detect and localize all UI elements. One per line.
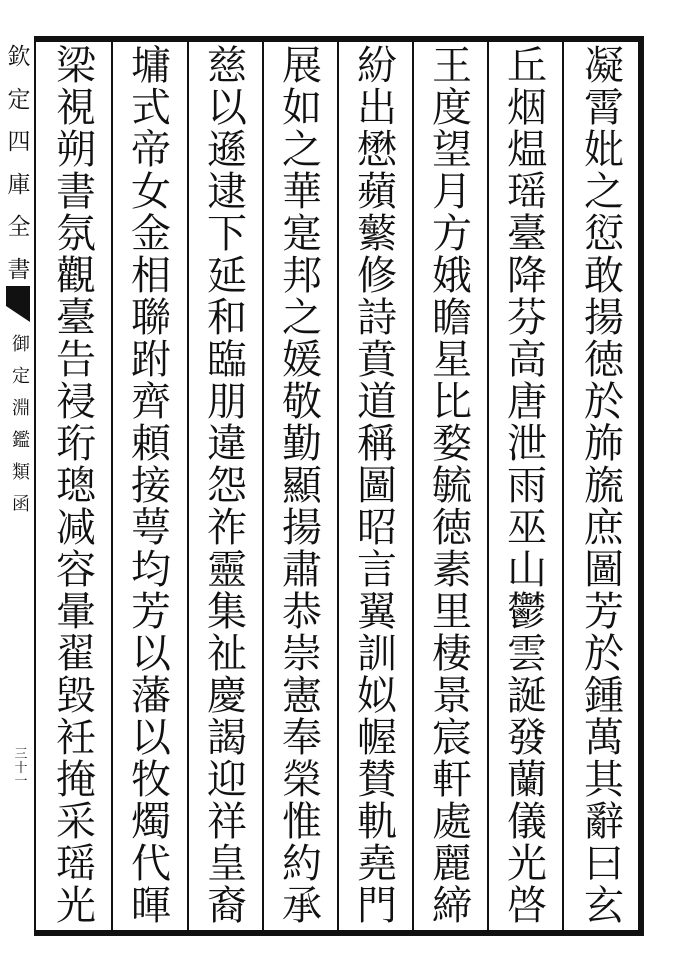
glyph: 之 (584, 169, 624, 215)
book-title (10, 336, 32, 514)
glyph: 方 (432, 211, 472, 257)
glyph: 顯 (282, 463, 322, 509)
glyph: 逮 (207, 169, 247, 215)
glyph: 處 (432, 799, 472, 845)
glyph: 御 (12, 334, 30, 355)
glyph: 下 (207, 211, 247, 257)
glyph: 誕 (507, 673, 547, 719)
glyph: 牧 (131, 757, 171, 803)
glyph: 軌 (357, 799, 397, 845)
glyph: 於 (584, 379, 624, 425)
glyph: 承 (282, 883, 322, 929)
glyph: 奉 (282, 715, 322, 761)
glyph: 啓 (507, 883, 547, 929)
column-rule (34, 40, 36, 934)
glyph: 宸 (432, 715, 472, 761)
glyph: 凝 (584, 43, 624, 89)
glyph: 愆 (584, 211, 624, 257)
glyph: 書 (7, 256, 31, 283)
glyph: 以 (131, 715, 171, 761)
glyph: 代 (131, 841, 171, 887)
glyph: 婺 (432, 421, 472, 467)
glyph: 素 (432, 547, 472, 593)
glyph: 墉 (131, 43, 171, 89)
glyph: 芳 (131, 589, 171, 635)
glyph: 其 (584, 757, 624, 803)
glyph: 雲 (507, 631, 547, 677)
glyph: 燭 (131, 799, 171, 845)
glyph: 氛 (56, 211, 96, 257)
text-column-7 (121, 43, 181, 929)
glyph: 遜 (207, 127, 247, 173)
glyph: 違 (207, 421, 247, 467)
glyph: 約 (282, 841, 322, 887)
glyph: 暈 (56, 589, 96, 635)
glyph: 之 (282, 127, 322, 173)
glyph: 圖 (357, 463, 397, 509)
glyph: 堯 (357, 841, 397, 887)
glyph: 邦 (282, 253, 322, 299)
glyph: 紛 (357, 43, 397, 89)
glyph: 采 (56, 799, 96, 845)
glyph: 集 (207, 589, 247, 635)
glyph: 詩 (357, 295, 397, 341)
glyph: 瑶 (56, 841, 96, 887)
glyph: 門 (357, 883, 397, 929)
glyph: 書 (56, 169, 96, 215)
glyph: 謁 (207, 715, 247, 761)
glyph: 四 (7, 129, 31, 156)
glyph: 棲 (432, 631, 472, 677)
glyph: 締 (432, 883, 472, 929)
glyph: 告 (56, 337, 96, 383)
glyph: 訓 (357, 631, 397, 677)
glyph: 里 (432, 589, 472, 635)
glyph: 觀 (56, 253, 96, 299)
glyph: 圖 (584, 547, 624, 593)
column-rule (487, 40, 489, 934)
glyph: 翟 (56, 631, 96, 677)
glyph: 於 (584, 631, 624, 677)
glyph: 以 (207, 85, 247, 131)
glyph: 鬱 (507, 589, 547, 635)
column-rule (562, 40, 564, 934)
text-column-3 (422, 43, 482, 929)
glyph: 延 (207, 253, 247, 299)
glyph: 毀 (56, 673, 96, 719)
glyph: 聯 (131, 295, 171, 341)
glyph: 慈 (207, 43, 247, 89)
text-column-6 (197, 43, 257, 929)
glyph: 唐 (507, 379, 547, 425)
glyph: 鍾 (584, 673, 624, 719)
glyph: 姒 (357, 673, 397, 719)
glyph: 式 (131, 85, 171, 131)
glyph: 麗 (432, 841, 472, 887)
glyph: 祉 (207, 631, 247, 677)
glyph: 榮 (282, 757, 322, 803)
glyph: 掩 (56, 757, 96, 803)
glyph: 巫 (507, 505, 547, 551)
glyph: 减 (56, 505, 96, 551)
glyph: 幄 (357, 715, 397, 761)
glyph: 斾 (584, 421, 624, 467)
glyph: 衽 (56, 715, 96, 761)
glyph: 祚 (207, 505, 247, 551)
glyph: 比 (432, 379, 472, 425)
glyph: 娥 (432, 253, 472, 299)
glyph: 藩 (131, 673, 171, 719)
glyph: 徳 (584, 337, 624, 383)
glyph: 梁 (56, 43, 96, 89)
glyph: 崇 (282, 631, 322, 677)
glyph: 和 (207, 295, 247, 341)
glyph: 煴 (507, 127, 547, 173)
glyph: 降 (507, 253, 547, 299)
glyph: 曰 (584, 841, 624, 887)
glyph: 山 (507, 547, 547, 593)
glyph: 視 (56, 85, 96, 131)
glyph: 軒 (432, 757, 472, 803)
glyph: 敢 (584, 253, 624, 299)
glyph: 揚 (282, 505, 322, 551)
glyph: 暉 (131, 883, 171, 929)
glyph: 三 (14, 747, 28, 762)
glyph: 怨 (207, 463, 247, 509)
glyph: 憲 (282, 673, 322, 719)
glyph: 光 (507, 841, 547, 887)
glyph: 霄 (584, 85, 624, 131)
glyph: 定 (12, 366, 30, 387)
glyph: 賁 (357, 337, 397, 383)
glyph: 璁 (56, 463, 96, 509)
glyph: 蘩 (357, 211, 397, 257)
glyph: 以 (131, 631, 171, 677)
fishtail-mark (4, 286, 32, 322)
glyph: 容 (56, 547, 96, 593)
glyph: 丘 (507, 43, 547, 89)
glyph: 懋 (357, 127, 397, 173)
glyph: 瞻 (432, 295, 472, 341)
glyph: 皇 (207, 841, 247, 887)
glyph: 瑶 (507, 169, 547, 215)
glyph: 欽 (7, 44, 31, 70)
glyph: 帝 (131, 127, 171, 173)
glyph: 芳 (584, 589, 624, 635)
glyph: 翼 (357, 589, 397, 635)
glyph: 展 (282, 43, 322, 89)
glyph: 望 (432, 127, 472, 173)
glyph: 辭 (584, 799, 624, 845)
glyph: 景 (432, 673, 472, 719)
column-rule (262, 40, 264, 934)
glyph: 光 (56, 883, 96, 929)
glyph: 臺 (507, 211, 547, 257)
glyph: 臺 (56, 295, 96, 341)
glyph: 言 (357, 547, 397, 593)
text-column-2 (497, 43, 557, 929)
glyph: 全 (7, 214, 31, 241)
glyph: 如 (282, 85, 322, 131)
glyph: 庫 (7, 171, 31, 198)
series-title (6, 46, 32, 282)
glyph: 華 (282, 169, 322, 215)
glyph: 萼 (131, 505, 171, 551)
glyph: 均 (131, 547, 171, 593)
text-column-8 (46, 43, 106, 929)
glyph: 徳 (432, 505, 472, 551)
glyph: 揚 (584, 295, 624, 341)
glyph: 出 (357, 85, 397, 131)
glyph: 定 (7, 86, 31, 113)
column-rule (187, 40, 189, 934)
glyph: 星 (432, 337, 472, 383)
glyph: 肅 (282, 547, 322, 593)
text-column-4 (347, 43, 407, 929)
glyph: 惟 (282, 799, 322, 845)
glyph: 接 (131, 463, 171, 509)
glyph: 泄 (507, 421, 547, 467)
glyph: 裔 (207, 883, 247, 929)
glyph: 敬 (282, 379, 322, 425)
glyph: 金 (131, 211, 171, 257)
glyph: 蘭 (507, 757, 547, 803)
glyph: 高 (507, 337, 547, 383)
glyph: 慶 (207, 673, 247, 719)
glyph: 芬 (507, 295, 547, 341)
glyph: 相 (131, 253, 171, 299)
glyph: 烟 (507, 85, 547, 131)
glyph: 淵 (12, 398, 30, 419)
glyph: 祥 (207, 799, 247, 845)
glyph: 道 (357, 379, 397, 425)
glyph: 類 (12, 462, 30, 483)
glyph: 十 (14, 760, 28, 776)
glyph: 頼 (131, 421, 171, 467)
column-rule (337, 40, 339, 934)
glyph: 雨 (507, 463, 547, 509)
glyph: 朔 (56, 127, 96, 173)
glyph: 靈 (207, 547, 247, 593)
glyph: 修 (357, 253, 397, 299)
glyph: 儀 (507, 799, 547, 845)
glyph: 一 (14, 774, 28, 789)
glyph: 臨 (207, 337, 247, 383)
glyph: 函 (12, 494, 30, 515)
glyph: 度 (432, 85, 472, 131)
glyph: 珩 (56, 421, 96, 467)
glyph: 迎 (207, 757, 247, 803)
glyph: 昭 (357, 505, 397, 551)
glyph: 庶 (584, 505, 624, 551)
glyph: 寔 (282, 211, 322, 257)
glyph: 旒 (584, 463, 624, 509)
glyph: 毓 (432, 463, 472, 509)
glyph: 王 (432, 43, 472, 89)
glyph: 月 (432, 169, 472, 215)
column-rule (111, 40, 113, 934)
glyph: 勤 (282, 421, 322, 467)
glyph: 賛 (357, 757, 397, 803)
glyph: 跗 (131, 337, 171, 383)
glyph: 祲 (56, 379, 96, 425)
glyph: 妣 (584, 127, 624, 173)
glyph: 之 (282, 295, 322, 341)
glyph: 女 (131, 169, 171, 215)
glyph: 萬 (584, 715, 624, 761)
glyph: 鑑 (12, 430, 30, 451)
glyph: 玄 (584, 883, 624, 929)
column-rule (412, 40, 414, 934)
page-number (10, 748, 32, 788)
glyph: 發 (507, 715, 547, 761)
glyph: 媛 (282, 337, 322, 383)
glyph: 恭 (282, 589, 322, 635)
text-column-5 (272, 43, 332, 929)
glyph: 齊 (131, 379, 171, 425)
glyph: 稱 (357, 421, 397, 467)
glyph: 蘋 (357, 169, 397, 215)
glyph: 朋 (207, 379, 247, 425)
text-column-1 (574, 43, 634, 929)
